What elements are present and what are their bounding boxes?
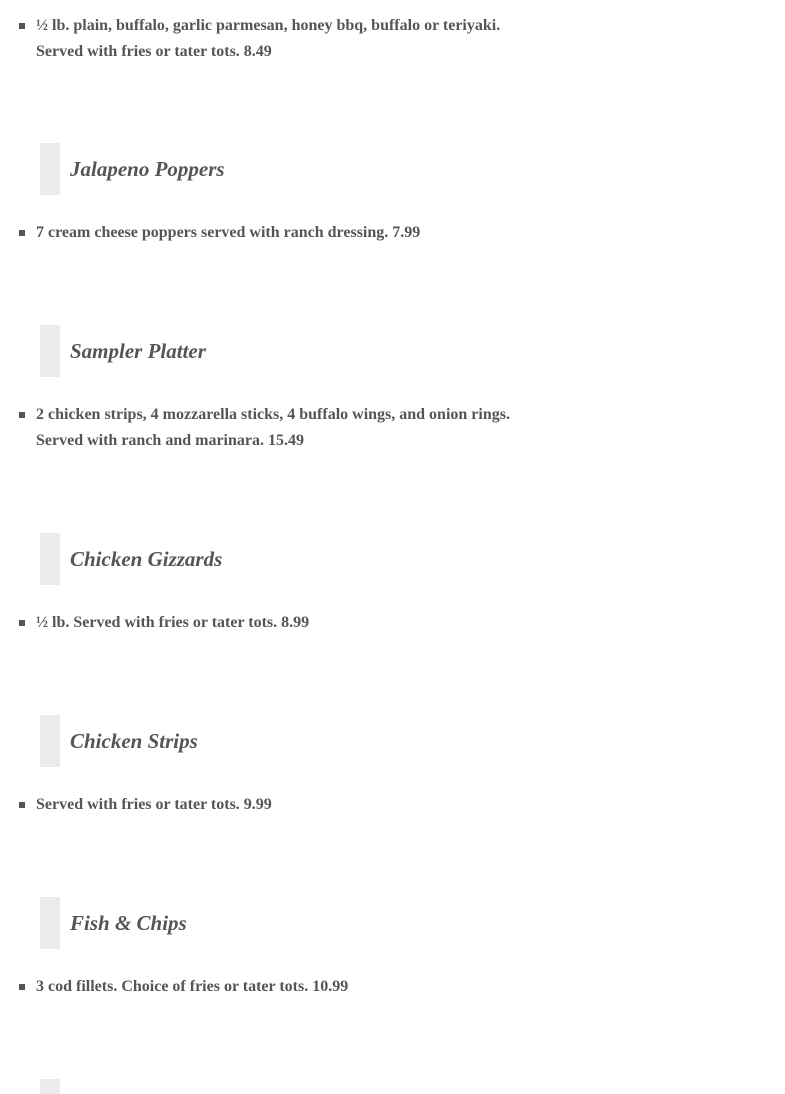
- list-item: [0, 402, 785, 454]
- heading-accent-bar: [40, 325, 60, 377]
- bullet-icon: [19, 412, 25, 418]
- section-heading: [0, 143, 785, 195]
- list-item: [0, 610, 785, 636]
- menu-section-chicken-strips: [0, 715, 785, 818]
- heading-accent-bar: [40, 143, 60, 195]
- list-item: [0, 13, 785, 65]
- bullet-icon: [19, 802, 25, 808]
- item-list: [0, 13, 785, 65]
- bullet-icon: [19, 984, 25, 990]
- heading-accent-bar: [40, 897, 60, 949]
- section-heading: [0, 715, 785, 767]
- section-heading: [0, 325, 785, 377]
- item-description-line1: 7 cream cheese poppers served with ranch dressing. 7.99: [36, 224, 421, 241]
- section-title: Fish & Chips: [70, 911, 187, 935]
- section-title: Chicken Strips: [70, 729, 198, 753]
- section-heading: [0, 533, 785, 585]
- heading-accent-bar: [40, 715, 60, 767]
- item-description-line1: ½ lb. Served with fries or tater tots. 8.99: [36, 614, 310, 631]
- item-description-line1: 2 chicken strips, 4 mozzarella sticks, 4 buffalo wings, and onion rings.: [36, 406, 510, 423]
- bullet-icon: [19, 230, 25, 236]
- list-item: [0, 974, 785, 1000]
- section-heading: [0, 1079, 785, 1094]
- item-description-line2: Served with ranch and marinara. 15.49: [36, 432, 304, 449]
- item-description-line1: Served with fries or tater tots. 9.99: [36, 796, 272, 813]
- item-description-line1: ½ lb. plain, buffalo, garlic parmesan, honey bbq, buffalo or teriyaki.: [36, 17, 501, 34]
- section-title: Chicken Gizzards: [70, 547, 223, 571]
- item-list: [0, 974, 785, 1000]
- menu-section-sampler-platter: [0, 325, 785, 454]
- section-title: Sampler Platter: [70, 339, 206, 363]
- menu-section-chicken-gizzards: [0, 533, 785, 636]
- item-list: [0, 402, 785, 454]
- item-list: [0, 610, 785, 636]
- menu-section-fish-and-chips: [0, 897, 785, 1000]
- item-list: [0, 792, 785, 818]
- item-list: [0, 220, 785, 246]
- heading-accent-bar: [40, 533, 60, 585]
- bullet-icon: [19, 23, 25, 29]
- list-item: [0, 220, 785, 246]
- menu-section-jalapeno-poppers: [0, 143, 785, 246]
- section-title: Jalapeno Poppers: [70, 157, 225, 181]
- heading-accent-bar: [40, 1079, 60, 1094]
- menu-section-next: [0, 1079, 785, 1094]
- list-item: [0, 792, 785, 818]
- item-description-line2: Served with fries or tater tots. 8.49: [36, 43, 272, 60]
- bullet-icon: [19, 620, 25, 626]
- item-description-line1: 3 cod fillets. Choice of fries or tater tots. 10.99: [36, 978, 349, 995]
- section-heading: [0, 897, 785, 949]
- menu-section-wings: [0, 13, 785, 65]
